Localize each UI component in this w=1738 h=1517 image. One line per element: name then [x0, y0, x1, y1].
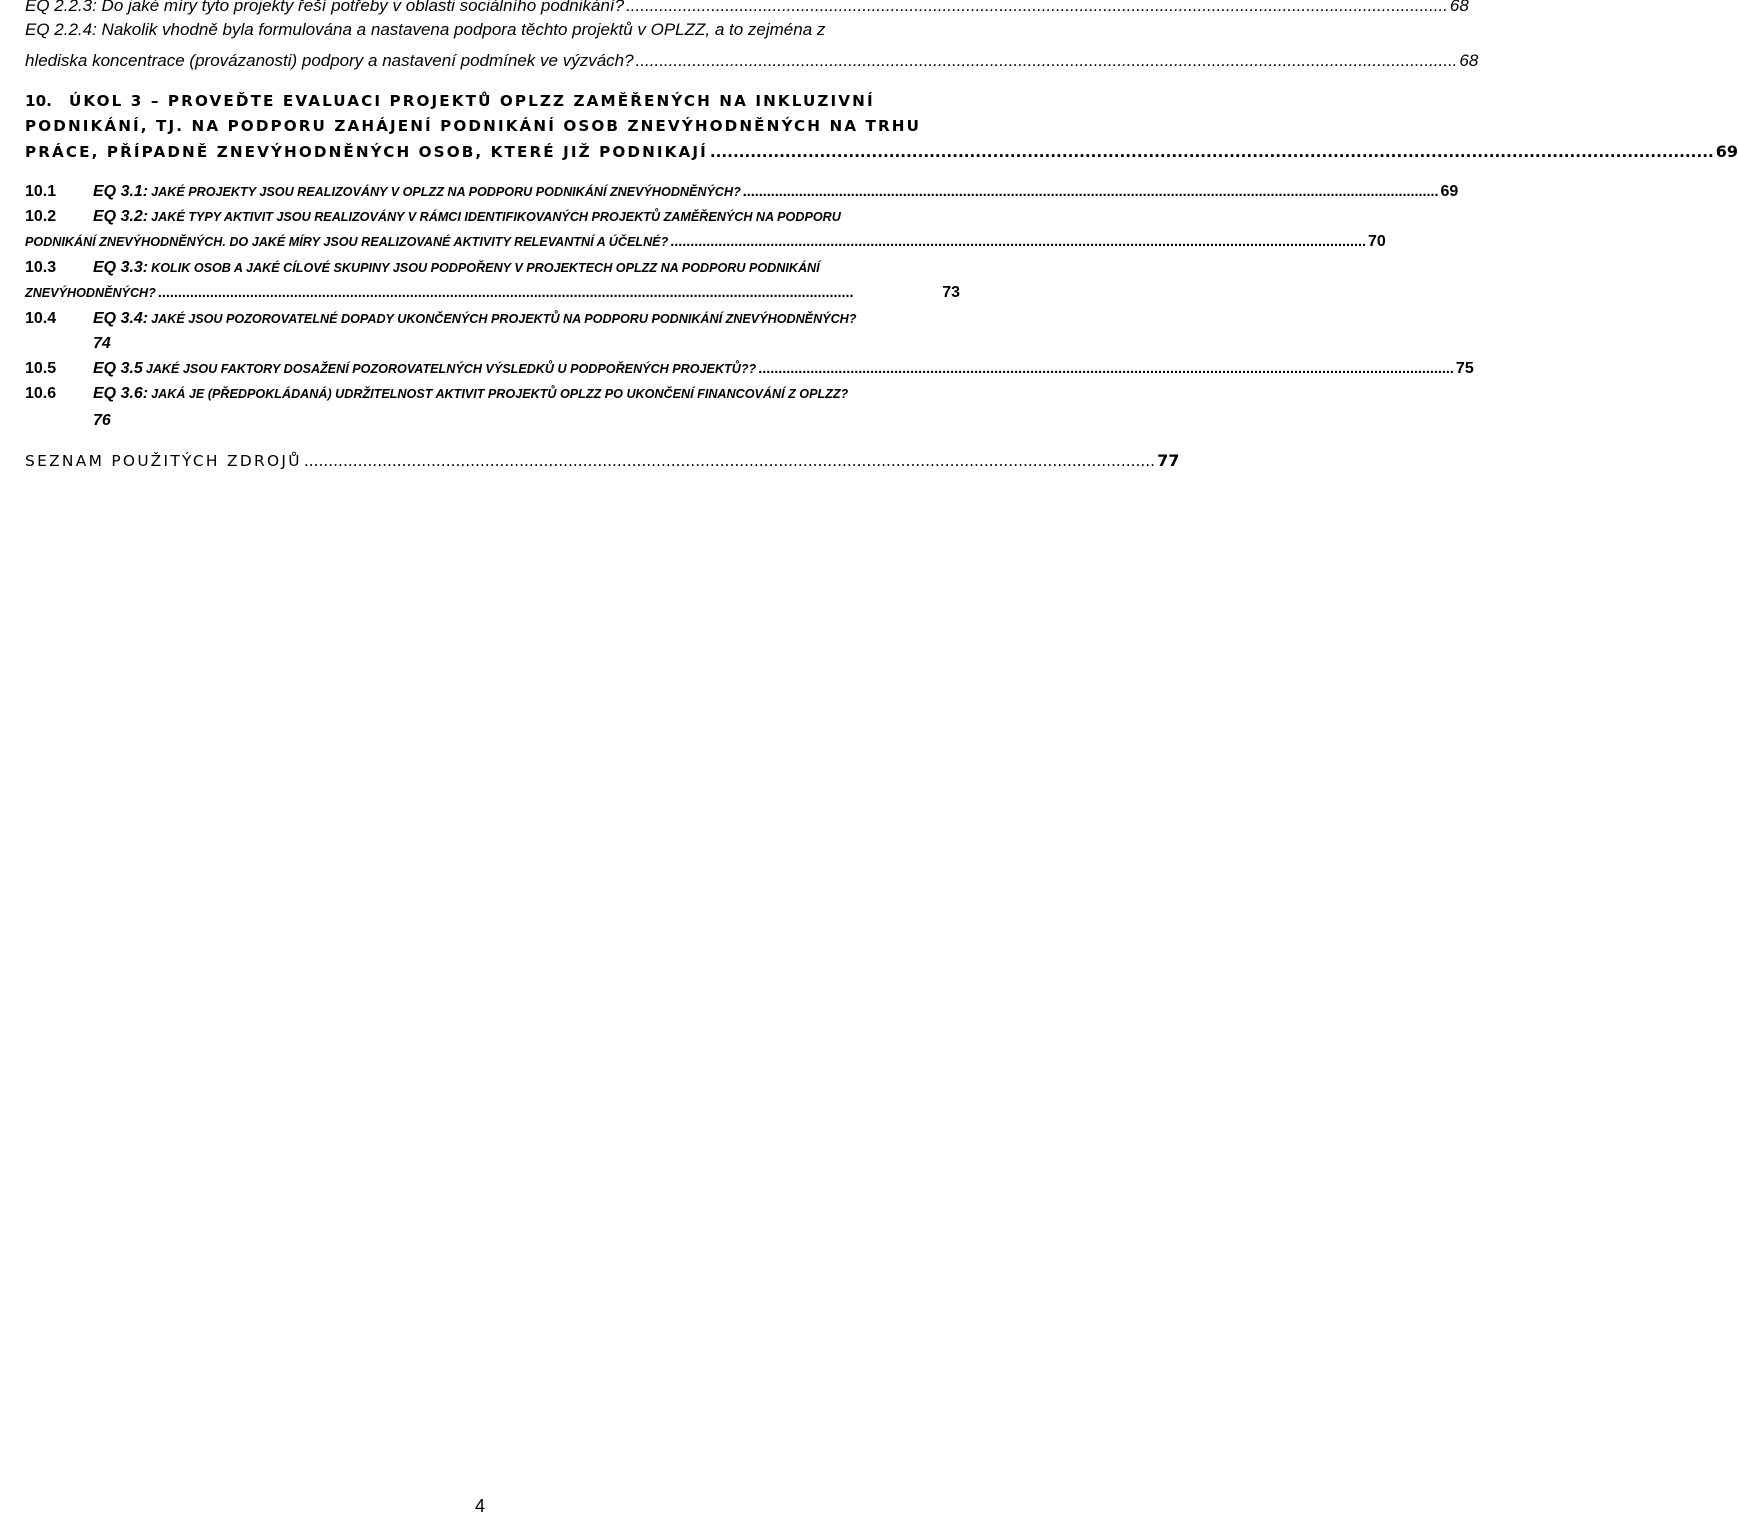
toc-page-number: 70: [1367, 233, 1386, 250]
toc-leader: ..............................................................................................................................................................................: [157, 285, 854, 301]
toc-entry-text: KOLIK OSOB A JAKÉ CÍLOVÉ SKUPINY JSOU PODPOŘENY V PROJEKTECH OPLZZ NA PODPORU PODNIKÁNÍ: [151, 261, 820, 275]
toc-page-number: 77: [1157, 451, 1180, 470]
toc-leader: ..............................................................................................................................................................................: [626, 0, 1448, 15]
toc-entry-10-6-line1[interactable]: [25, 382, 960, 406]
toc-entry-text: hlediska koncentrace (provázanosti) podpory a nastavení podmínek ve výzvách?: [25, 51, 634, 70]
toc-entry-10-3-line2[interactable]: [25, 281, 960, 305]
toc-page-number: 73: [942, 284, 960, 301]
toc-leader: ..............................................................................................................................................................................: [670, 234, 1366, 250]
toc-entry-text: EQ 2.2.3: Do jaké míry tyto projekty řeší potřeby v oblasti sociálního podnikání?: [25, 0, 625, 15]
toc-section-number: 10.3: [25, 259, 57, 276]
toc-entry-10-6-page-line[interactable]: [25, 409, 1028, 433]
toc-chapter-10-line2[interactable]: [25, 114, 960, 138]
toc-entry-text: JAKÉ JSOU FAKTORY DOSAŽENÍ POZOROVATELNÝCH VÝSLEDKŮ U PODPOŘENÝCH PROJEKTŮ??: [145, 362, 757, 376]
toc-entry-text: EQ 2.2.4: Nakolik vhodně byla formulována a nastavena podpora těchto projektů v OPLZZ, a to zejména z: [25, 20, 826, 39]
toc-chapter-title: PODNIKÁNÍ, TJ. NA PODPORU ZAHÁJENÍ PODNIKÁNÍ OSOB ZNEVÝHODNĚNÝCH NA TRHU: [25, 117, 922, 135]
toc-page-number: 74: [93, 335, 111, 352]
toc-entry-10-1[interactable]: [25, 180, 1459, 204]
toc-page-number: 69: [1440, 183, 1459, 200]
toc-eq-label: EQ 3.3:: [93, 259, 149, 276]
toc-page-number: 68: [1459, 51, 1479, 70]
toc-leader: ..............................................................................................................................................................................: [709, 143, 1714, 161]
toc-entry-10-5[interactable]: [25, 357, 1474, 381]
toc-page-number: 68: [1449, 0, 1469, 15]
toc-chapter-10-line3[interactable]: [25, 140, 1738, 164]
toc-leader: ..............................................................................................................................................................................: [303, 452, 1156, 470]
toc-eq-label: EQ 3.6:: [93, 385, 149, 402]
toc-entry-eq-2-2-4-line2[interactable]: [25, 49, 1479, 73]
toc-entry-text: ZNEVÝHODNĚNÝCH?: [25, 286, 156, 300]
toc-eq-label: EQ 3.4:: [93, 310, 149, 327]
toc-section-number: 10.4: [25, 310, 57, 327]
toc-entry-text: JAKÉ TYPY AKTIVIT JSOU REALIZOVÁNY V RÁMCI IDENTIFIKOVANÝCH PROJEKTŮ ZAMĚŘENÝCH NA PODPORU: [151, 210, 841, 224]
toc-entry-text: PODNIKÁNÍ ZNEVÝHODNĚNÝCH. DO JAKÉ MÍRY JSOU REALIZOVANÉ AKTIVITY RELEVANTNÍ A ÚČELNÉ?: [25, 235, 669, 249]
toc-chapter-number: 10.: [25, 92, 52, 110]
toc-chapter-title: PRÁCE, PŘÍPADNĚ ZNEVÝHODNĚNÝCH OSOB, KTERÉ JIŽ PODNIKAJÍ: [25, 143, 708, 161]
toc-section-number: 10.2: [25, 208, 57, 225]
toc-entry-10-2-line2[interactable]: [25, 230, 1386, 254]
toc-entry-eq-2-2-4-line1[interactable]: [25, 18, 960, 42]
toc-page-number: 69: [1715, 142, 1738, 161]
toc-eq-label: EQ 3.2:: [93, 208, 149, 225]
toc-section-number: 10.1: [25, 183, 57, 200]
toc-leader: ..............................................................................................................................................................................: [758, 361, 1454, 377]
toc-entry-10-2-line1[interactable]: [25, 205, 960, 229]
toc-entry-10-4-line1[interactable]: [25, 307, 960, 331]
toc-entry-10-3-line1[interactable]: [25, 256, 960, 280]
toc-entry-text: SEZNAM POUŽITÝCH ZDROJŮ: [25, 452, 302, 470]
toc-entry-text: JAKÉ PROJEKTY JSOU REALIZOVÁNY V OPLZZ NA PODPORU PODNIKÁNÍ ZNEVÝHODNĚNÝCH?: [151, 185, 741, 199]
toc-page-number: 76: [93, 412, 111, 429]
toc-entry-bibliography[interactable]: [25, 449, 1180, 473]
toc-entry-10-4-page-line[interactable]: [25, 332, 1028, 356]
toc-leader: ..............................................................................................................................................................................: [635, 51, 1458, 70]
page-number: 4: [474, 1496, 485, 1516]
toc-leader: ..............................................................................................................................................................................: [742, 184, 1439, 200]
toc-section-number: 10.6: [25, 385, 57, 402]
toc-page-number: 75: [1455, 360, 1474, 377]
toc-entry-eq-2-2-3[interactable]: [25, 0, 1469, 18]
toc-eq-label: EQ 3.5: [93, 360, 143, 377]
toc-eq-label: EQ 3.1:: [93, 183, 149, 200]
toc-section-number: 10.5: [25, 360, 57, 377]
toc-entry-text: JAKÁ JE (PŘEDPOKLÁDANÁ) UDRŽITELNOST AKTIVIT PROJEKTŮ OPLZZ PO UKONČENÍ FINANCOVÁNÍ Z OPLZZ?: [151, 387, 849, 401]
toc-chapter-10-line1[interactable]: [25, 89, 960, 113]
toc-chapter-title: ÚKOL 3 – PROVEĎTE EVALUACI PROJEKTŮ OPLZZ ZAMĚŘENÝCH NA INKLUZIVNÍ: [69, 92, 875, 110]
toc-entry-text: JAKÉ JSOU POZOROVATELNÉ DOPADY UKONČENÝCH PROJEKTŮ NA PODPORU PODNIKÁNÍ ZNEVÝHODNĚNÝCH?: [151, 312, 857, 326]
